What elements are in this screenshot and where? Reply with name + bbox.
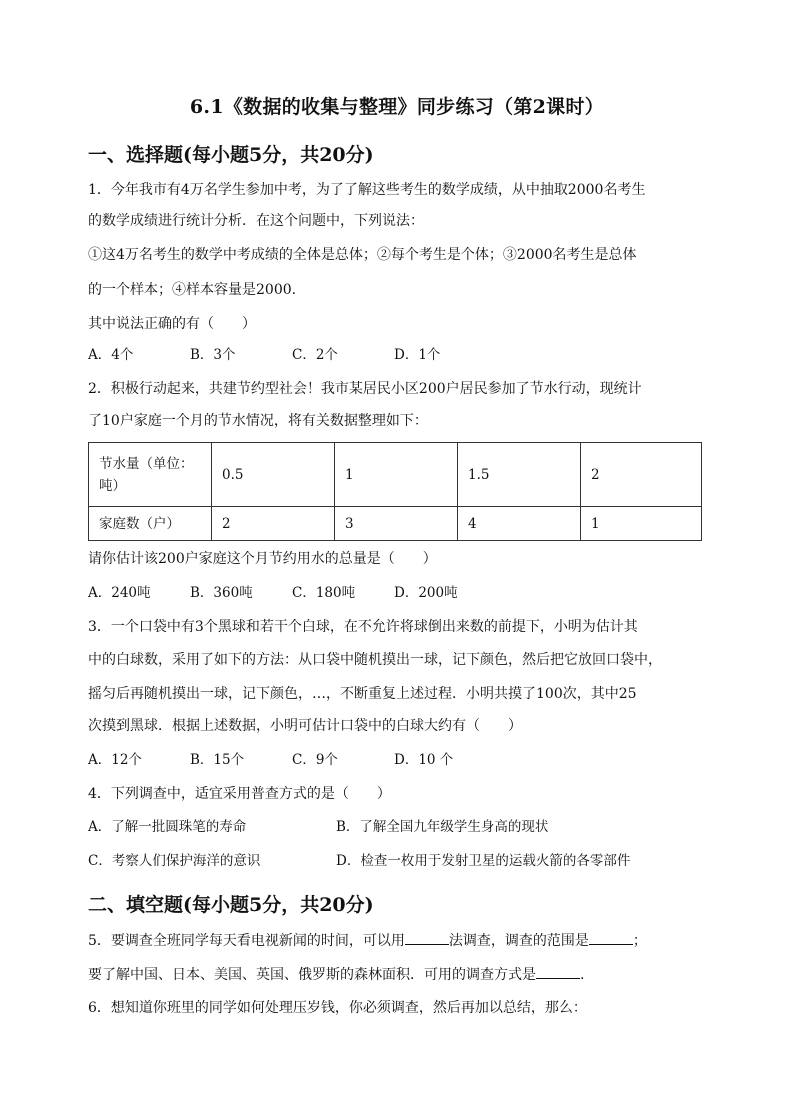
table-cell: 0.5 (212, 443, 335, 507)
q4-option-b: B．了解全国九年级学生身高的现状 (336, 819, 549, 835)
table-cell: 1 (581, 507, 702, 541)
q4-option-c: C．考察人们保护海洋的意识 (88, 853, 261, 869)
q2-line-1: 2．积极行动起来，共建节约型社会！我市某居民小区200户居民参加了节水行动，现统计 (88, 381, 642, 397)
q2-options (88, 583, 458, 603)
q1-options (88, 345, 440, 365)
q2-option-b: B．360吨 (190, 585, 253, 601)
table-header-line: 节水量（单位： (99, 455, 194, 472)
answer-blank[interactable] (536, 964, 580, 979)
q5-line-1 (88, 930, 708, 951)
q4-options-row-2 (88, 851, 630, 871)
q1-option-d: D．1个 (394, 347, 441, 363)
answer-blank[interactable] (405, 930, 449, 945)
q1-line-3: ①这4万名考生的数学中考成绩的全体是总体；②每个考生是个体；③2000名考生是总体 (88, 247, 637, 263)
q3-options (88, 750, 453, 770)
section-heading-fill-blank: 二、填空题(每小题5分，共20分) (88, 894, 374, 916)
answer-blank[interactable] (589, 930, 633, 945)
table-header-cell: 家庭数（户） (89, 507, 212, 541)
table-cell: 1 (335, 443, 458, 507)
q1-option-a: A．4个 (88, 347, 134, 363)
q4-options-row-1 (88, 817, 548, 837)
table-cell: 2 (581, 443, 702, 507)
section-heading-choice: 一、选择题(每小题5分，共20分) (88, 144, 374, 166)
q3-option-b: B．15个 (190, 752, 245, 768)
q2-option-d: D．200吨 (394, 585, 458, 601)
q2-option-c: C．180吨 (292, 585, 356, 601)
q4-option-a: A．了解一批圆珠笔的寿命 (88, 819, 247, 835)
q3-option-c: C．9个 (292, 752, 338, 768)
table-cell: 1.5 (458, 443, 581, 507)
q1-line-2: 的数学成绩进行统计分析．在这个问题中，下列说法： (88, 213, 424, 229)
q5-text-d: 要了解中国、日本、美国、英国、俄罗斯的森林面积．可用的调查方式是 (88, 967, 536, 983)
q5-text-e: . (580, 967, 585, 983)
water-saving-table (88, 442, 702, 541)
q4-option-d: D．检查一枚用于发射卫星的运载火箭的各零部件 (336, 853, 631, 869)
q1-line-1: 1．今年我市有4万名学生参加中考，为了了解这些考生的数学成绩，从中抽取2000名考生 (88, 182, 646, 198)
table-header-cell (89, 443, 212, 507)
q1-option-c: C．2个 (292, 347, 338, 363)
q6-line-1: 6．想知道你班里的同学如何处理压岁钱，你必须调查，然后再加以总结，那么： (88, 1000, 587, 1016)
q5-text-c: ； (632, 933, 647, 949)
q5-line-2 (88, 964, 708, 985)
q3-line-3: 摇匀后再随机摸出一球，记下颜色，…，不断重复上述过程．小明共摸了100次，其中25 (88, 686, 637, 702)
q3-line-2: 中的白球数，采用了如下的方法：从口袋中随机摸出一球，记下颜色，然后把它放回口袋中， (88, 652, 662, 668)
q4-line-1: 4．下列调查中，适宜采用普查方式的是（ ） (88, 786, 391, 802)
table-cell: 3 (335, 507, 458, 541)
table-cell: 4 (458, 507, 581, 541)
q2-line-2: 了10户家庭一个月的节水情况，将有关数据整理如下： (88, 413, 428, 429)
table-header-line: 吨） (99, 477, 126, 494)
q3-line-1: 3．一个口袋中有3个黑球和若干个白球，在不允许将球倒出来数的前提下，小明为估计其 (88, 619, 638, 635)
page-title: 6.1《数据的收集与整理》同步练习（第2课时） (189, 96, 605, 118)
q3-line-4: 次摸到黑球．根据上述数据，小明可估计口袋中的白球大约有（ ） (88, 718, 522, 734)
q1-option-b: B．3个 (190, 347, 236, 363)
q2-line-3: 请你估计该200户家庭这个月节约用水的总量是（ ） (88, 551, 437, 567)
table-row (89, 443, 702, 507)
q2-option-a: A．240吨 (88, 585, 151, 601)
q5-text-b: 法调查，调查的范围是 (448, 933, 589, 949)
table-row (89, 507, 702, 541)
q3-option-a: A．12个 (88, 752, 142, 768)
q5-text-a: 5．要调查全班同学每天看电视新闻的时间，可以用 (88, 933, 405, 949)
table-cell: 2 (212, 507, 335, 541)
q1-line-4: 的一个样本；④样本容量是2000. (88, 282, 297, 298)
q3-option-d: D．10 个 (394, 752, 454, 768)
q1-line-5: 其中说法正确的有（ ） (88, 316, 256, 332)
